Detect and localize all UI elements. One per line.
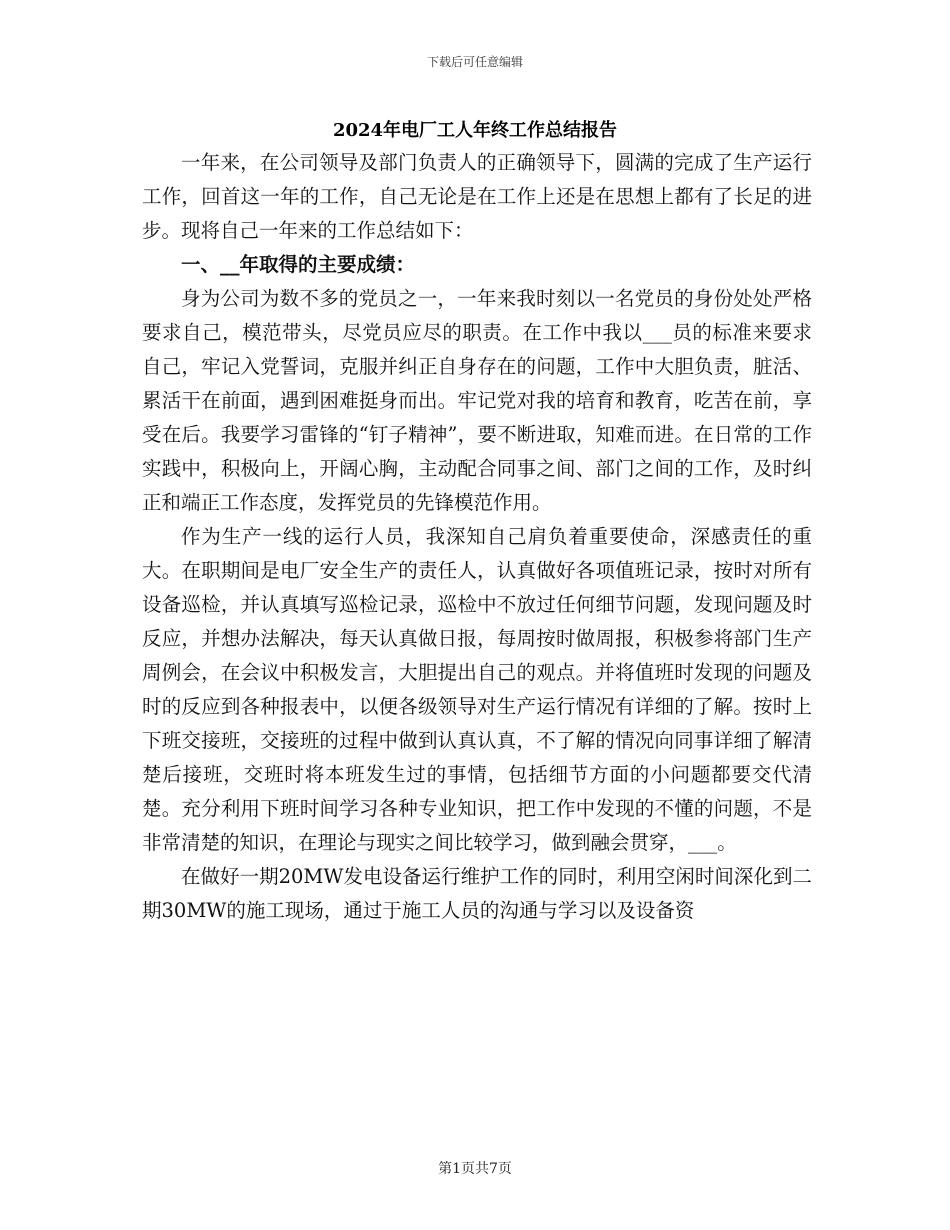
paragraph-operations: 作为生产一线的运行人员，我深知自己肩负着重要使命，深感责任的重大。在职期间是电厂安全生产的责任人，认真做好各项值班记录，按时对所有设备巡检，并认真填写巡检记录，巡检中不放过任何细节问题，发现问题及时反应，并想办法解决，每天认真做日报，每周按时做周报，积极参将部门生产周例会，在会议中积极发言，大胆提出自己的观点。并将值班时发现的问题及时的反应到各种报表中，以便各级领导对生产运行情况有详细的了解。按时上下班交接班，交接班的过程中做到认真认真，不了解的情况向同事详细了解清楚后接班，交班时将本班发生过的事情，包括细节方面的小问题都要交代清楚。充分利用下班时间学习各种专业知识，把工作中发现的不懂的问题，不是非常清楚的知识，在理论与现实之间比较学习，做到融会贯穿，___。	[142, 525, 812, 854]
paragraph-equipment: 在做好一期20MW发电设备运行维护工作的同时，利用空闲时间深化到二期30MW的施工现场，通过于施工人员的沟通与学习以及设备资	[142, 865, 812, 922]
section-heading: 一、__年取得的主要成绩：	[181, 253, 416, 276]
paragraph-party-member: 身为公司为数不多的党员之一，一年来我时刻以一名党员的身份处处严格要求自己，模范带头，尽党员应尽的职责。在工作中我以___员的标准来要求自己，牢记入党誓词，克服并纠正自身存在的问题，工作中大胆负责，脏活、累活干在前面，遇到困难挺身而出。牢记党对我的培育和教育，吃苦在前，享受在后。我要学习雷锋的“钉子精神”，要不断进取，知难而进。在日常的工作实践中，积极向上，开阔心胸，主动配合同事之间、部门之间的工作，及时纠正和端正工作态度，发挥党员的先锋模范作用。	[142, 287, 812, 514]
document-title: 2024年电厂工人年终工作总结报告	[332, 120, 618, 141]
paragraph-intro: 一年来，在公司领导及部门负责人的正确领导下，圆满的完成了生产运行工作，回首这一年的工作，自己无论是在工作上还是在思想上都有了长足的进步。现将自己一年来的工作总结如下：	[142, 151, 812, 242]
page-header-note: 下载后可任意编辑	[426, 55, 523, 69]
page-number: 第1页共7页	[438, 1161, 512, 1177]
document-body	[142, 146, 812, 928]
